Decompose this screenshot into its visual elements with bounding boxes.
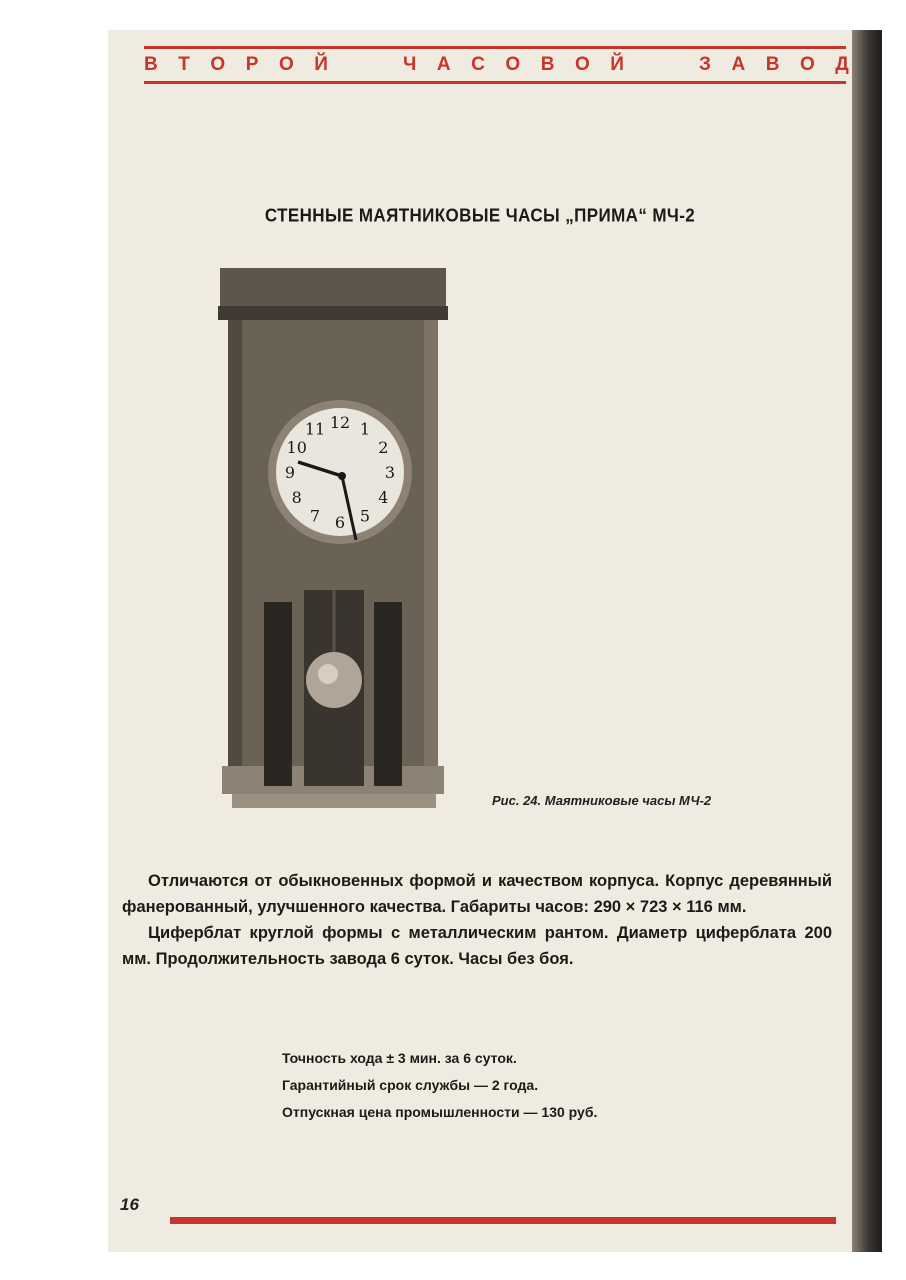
running-header — [144, 52, 849, 78]
paragraph-dial: Циферблат круглой формы с металлическим рантом. Диаметр циферблата 200 мм. Продолжительность завода 6 суток. Часы без боя. — [122, 924, 832, 968]
header-letter: Т — [178, 54, 190, 75]
clock-numeral: 3 — [384, 463, 396, 482]
header-letter: Й — [314, 54, 328, 75]
header-letter: О — [278, 54, 294, 75]
clock-numeral: 10 — [286, 438, 307, 457]
clock-numeral: 8 — [291, 488, 302, 507]
header-letter: О — [799, 54, 815, 75]
clock-numeral: 4 — [378, 488, 389, 507]
header-letter: А — [731, 54, 746, 75]
specifications — [282, 1045, 597, 1126]
header-letter: В — [765, 54, 780, 75]
paragraph-case: Отличаются от обыкновенных формой и качеством корпуса. Корпус деревянный фанерованный, улучшенного качества. Габариты часов: 290 × 723 × 116 мм. — [122, 872, 832, 916]
footer-rule — [170, 1217, 836, 1224]
header-letter: В — [144, 54, 158, 75]
header-letter: Р — [245, 54, 259, 75]
header-letter: Д — [835, 54, 849, 75]
page-title: СТЕННЫЕ МАЯТНИКОВЫЕ ЧАСЫ „ПРИМА“ МЧ-2 — [264, 205, 696, 226]
header-rule-bottom — [144, 81, 846, 84]
header-letter: С — [471, 54, 485, 75]
header-letter: В — [540, 54, 555, 75]
clock-numeral: 12 — [329, 413, 351, 432]
right-window — [374, 602, 402, 786]
clock-numeral: 11 — [304, 419, 326, 439]
figure-caption: Рис. 24. Маятниковые часы МЧ-2 — [492, 793, 712, 808]
header-letter: З — [699, 54, 711, 75]
clock-numeral: 9 — [284, 463, 296, 482]
page-number: 16 — [120, 1195, 139, 1214]
book-page — [108, 30, 882, 1252]
header-letter: Ч — [402, 54, 417, 75]
header-rule-top — [144, 46, 846, 49]
book-spine — [852, 30, 882, 1252]
clock-photo — [218, 266, 456, 814]
spec-price: Отпускная цена промышленности — 130 руб. — [282, 1104, 598, 1120]
spec-warranty: Гарантийный срок службы — 2 года. — [282, 1077, 539, 1093]
spec-accuracy: Точность хода ± 3 мин. за 6 суток. — [282, 1050, 517, 1066]
header-letter: А — [436, 54, 451, 75]
header-letter: О — [210, 54, 226, 75]
clock-numeral: 6 — [334, 513, 346, 532]
clock-numeral: 2 — [378, 438, 389, 457]
header-letter: О — [505, 54, 521, 75]
clock-numeral: 7 — [309, 506, 321, 526]
clock-numeral: 5 — [359, 506, 371, 526]
header-letter: Й — [610, 54, 624, 75]
clock-numeral: 1 — [359, 419, 371, 439]
header-letter: О — [574, 54, 590, 75]
description — [122, 868, 832, 972]
left-window — [264, 602, 292, 786]
